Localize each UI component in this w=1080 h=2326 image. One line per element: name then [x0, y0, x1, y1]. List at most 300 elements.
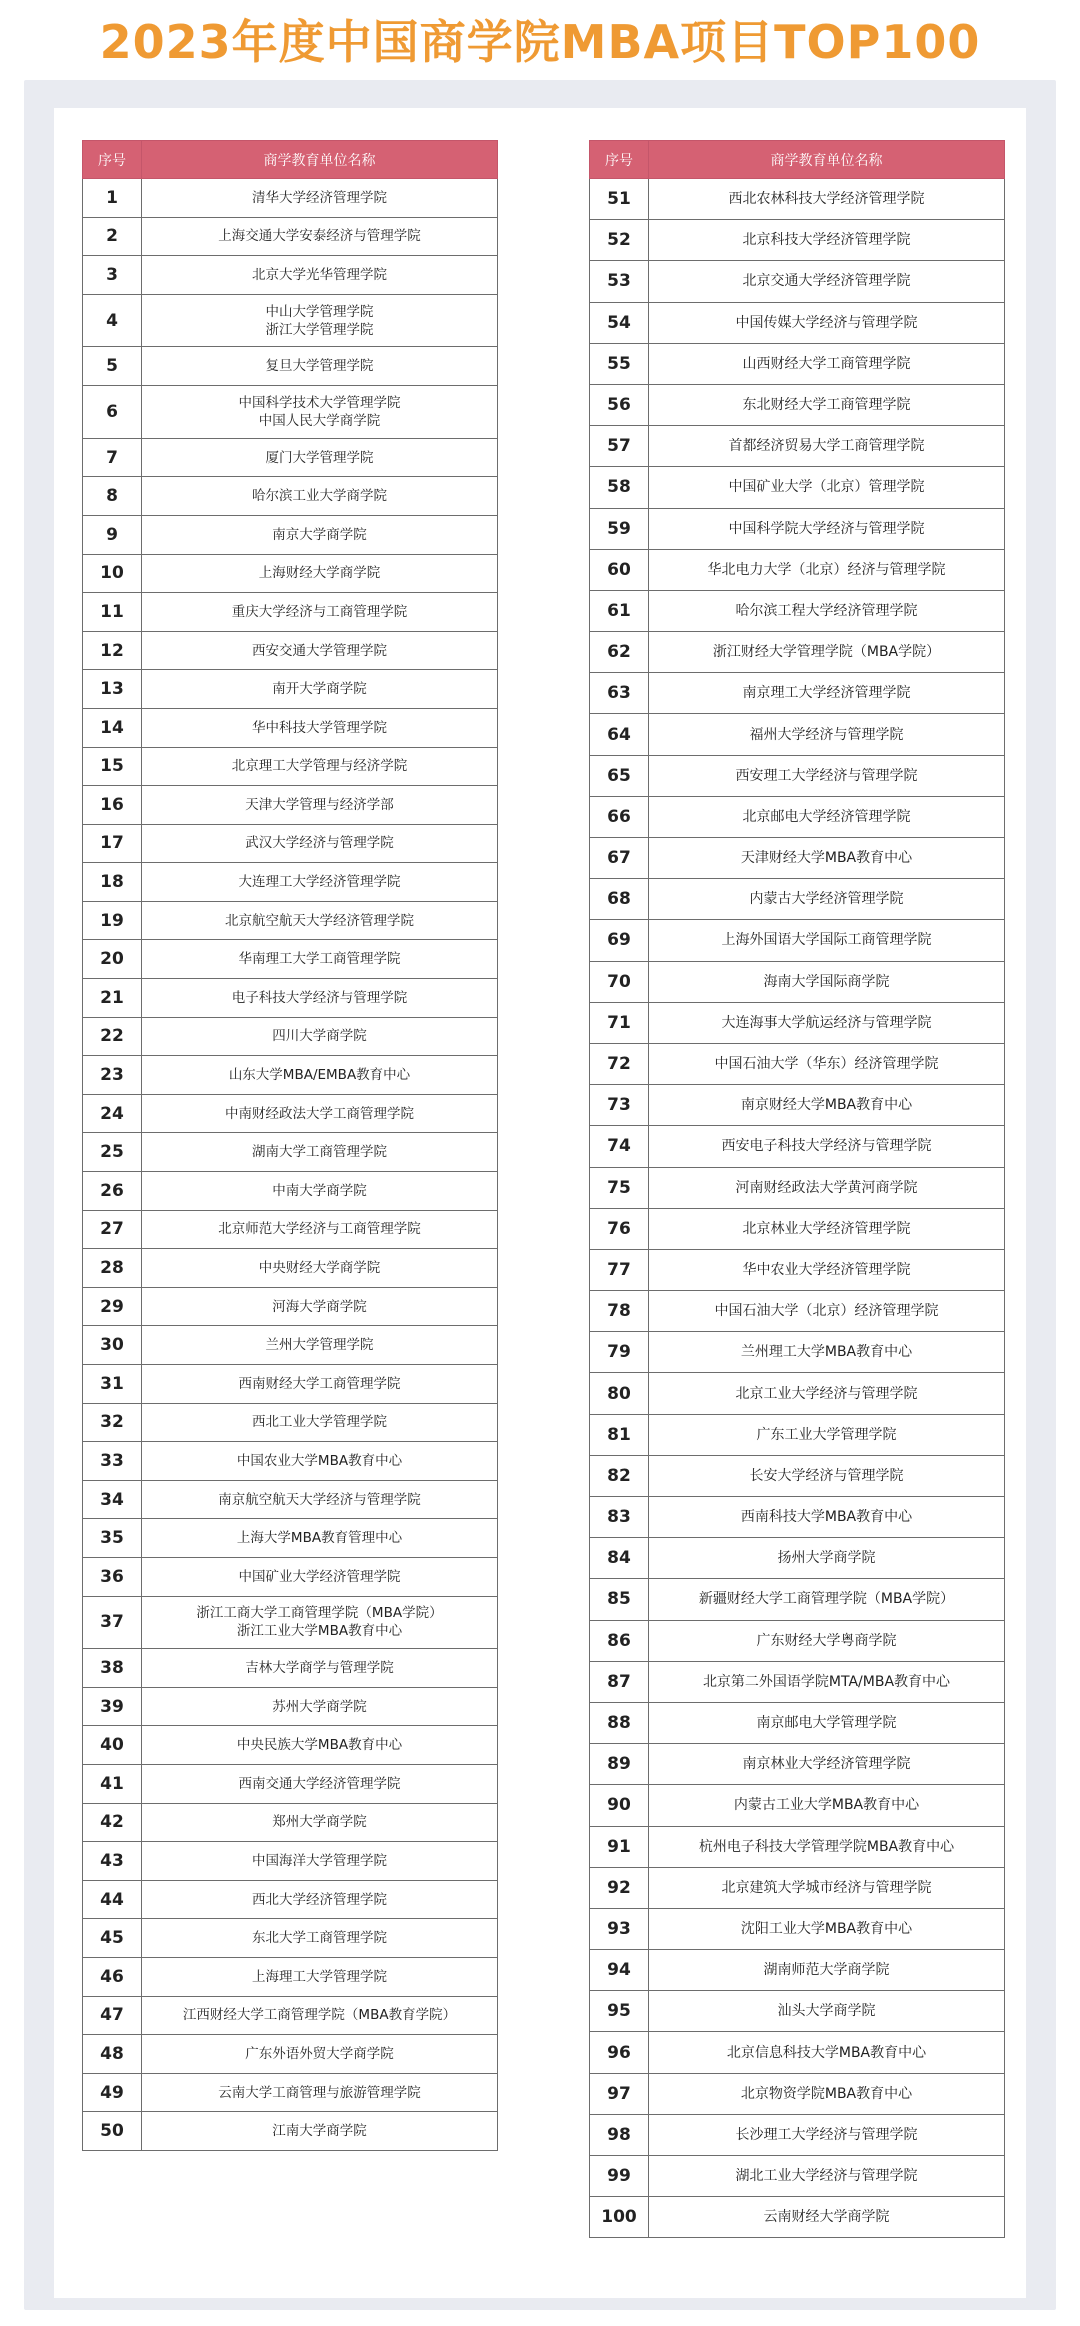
school-name: 中国科学院大学经济与管理学院 — [728, 520, 925, 537]
school-name: 长安大学经济与管理学院 — [749, 1467, 904, 1484]
school-name: 西北大学经济管理学院 — [252, 1891, 387, 1908]
table-row — [83, 1649, 498, 1688]
school-name: 大连理工大学经济管理学院 — [238, 874, 401, 891]
table-row — [590, 1826, 1005, 1867]
rank-number: 35 — [83, 1519, 142, 1558]
table-row — [83, 1017, 498, 1056]
table-row — [83, 1919, 498, 1958]
school-name: 湖北工业大学经济与管理学院 — [735, 2168, 918, 2185]
school-name-cell — [142, 940, 498, 979]
table-row — [590, 426, 1005, 467]
school-name: 南京财经大学MBA教育中心 — [740, 1097, 913, 1114]
table-row — [590, 920, 1005, 961]
table-row — [590, 1085, 1005, 1126]
rank-number: 10 — [83, 554, 142, 593]
table-row — [83, 1557, 498, 1596]
school-name-cell — [142, 2035, 498, 2074]
school-name: 浙江工商大学工商管理学院（MBA学院） — [196, 1605, 443, 1622]
rank-number: 12 — [83, 631, 142, 670]
rank-number: 31 — [83, 1365, 142, 1404]
school-name-cell — [649, 549, 1005, 590]
school-name: 云南大学工商管理与旅游管理学院 — [218, 2084, 421, 2101]
school-name: 北京邮电大学经济管理学院 — [742, 808, 911, 825]
school-name-cell — [649, 1991, 1005, 2032]
rank-number: 29 — [83, 1287, 142, 1326]
rank-number: 2 — [83, 217, 142, 256]
table-row — [590, 1332, 1005, 1373]
school-name-cell — [649, 632, 1005, 673]
school-name-cell — [649, 1126, 1005, 1167]
school-name-cell — [142, 863, 498, 902]
rank-number: 63 — [590, 673, 649, 714]
school-name-cell — [649, 1950, 1005, 1991]
rank-number: 44 — [83, 1880, 142, 1919]
table-row — [590, 1167, 1005, 1208]
rank-number: 42 — [83, 1803, 142, 1842]
school-name: 中国石油大学（华东）经济管理学院 — [714, 1056, 939, 1073]
rank-number: 62 — [590, 632, 649, 673]
school-name: 中南大学商学院 — [272, 1182, 367, 1199]
rank-number: 65 — [590, 755, 649, 796]
school-name-cell — [649, 1497, 1005, 1538]
rank-number: 64 — [590, 714, 649, 755]
school-name: 湖南大学工商管理学院 — [252, 1144, 387, 1161]
table-row — [590, 1620, 1005, 1661]
table-row — [83, 1133, 498, 1172]
rank-number: 7 — [83, 438, 142, 477]
table-row — [590, 343, 1005, 384]
ranking-table-right-body — [590, 179, 1005, 2238]
rank-number: 85 — [590, 1579, 649, 1620]
school-name-cell — [142, 2112, 498, 2151]
school-name-cell — [649, 1908, 1005, 1949]
table-row — [83, 294, 498, 347]
school-name: 中国矿业大学（北京）管理学院 — [728, 479, 925, 496]
school-name: 重庆大学经济与工商管理学院 — [231, 603, 408, 620]
table-row — [590, 1579, 1005, 1620]
school-name-cell — [649, 467, 1005, 508]
rank-number: 56 — [590, 384, 649, 425]
school-name: 天津财经大学MBA教育中心 — [740, 850, 913, 867]
rank-number: 57 — [590, 426, 649, 467]
rank-number: 27 — [83, 1210, 142, 1249]
table-row — [83, 1880, 498, 1919]
school-name-cell — [649, 1826, 1005, 1867]
table-row — [590, 302, 1005, 343]
rank-number: 67 — [590, 838, 649, 879]
school-name-cell — [142, 1958, 498, 1997]
table-row — [83, 670, 498, 709]
table-row — [83, 1687, 498, 1726]
school-name: 浙江财经大学管理学院（MBA学院） — [712, 644, 941, 661]
ranking-table-left-body — [83, 179, 498, 2151]
table-row — [83, 593, 498, 632]
table-row — [590, 714, 1005, 755]
school-name: 东北财经大学工商管理学院 — [742, 397, 911, 414]
school-name: 北京航空航天大学经济管理学院 — [225, 912, 414, 929]
table-row — [590, 508, 1005, 549]
school-name: 北京理工大学管理与经济学院 — [231, 758, 408, 775]
school-name: 中国人民大学商学院 — [258, 412, 381, 429]
rank-number: 48 — [83, 2035, 142, 2074]
school-name-cell — [142, 1649, 498, 1688]
table-row — [83, 477, 498, 516]
school-name: 南京航空航天大学经济与管理学院 — [218, 1491, 421, 1508]
school-name-cell — [649, 673, 1005, 714]
school-name-cell — [649, 714, 1005, 755]
rank-number: 98 — [590, 2114, 649, 2155]
table-row — [590, 179, 1005, 220]
school-name: 中山大学管理学院 — [265, 303, 374, 320]
school-name-cell — [649, 879, 1005, 920]
school-name-cell — [142, 708, 498, 747]
school-name-cell — [649, 1291, 1005, 1332]
table-header-row — [83, 141, 498, 179]
school-name: 南开大学商学院 — [272, 681, 367, 698]
school-name: 北京第二外国语学院MTA/MBA教育中心 — [702, 1673, 951, 1690]
rank-number: 53 — [590, 261, 649, 302]
table-row — [83, 256, 498, 295]
rank-number: 47 — [83, 1996, 142, 2035]
table-row — [83, 747, 498, 786]
rank-number: 84 — [590, 1538, 649, 1579]
school-name-cell — [142, 1365, 498, 1404]
school-name: 中国传媒大学经济与管理学院 — [735, 314, 918, 331]
rank-number: 49 — [83, 2073, 142, 2112]
school-name-cell — [142, 670, 498, 709]
school-name-cell — [649, 1785, 1005, 1826]
rank-number: 70 — [590, 961, 649, 1002]
rank-number: 58 — [590, 467, 649, 508]
school-name-cell — [649, 302, 1005, 343]
school-name: 北京交通大学经济管理学院 — [742, 273, 911, 290]
rank-number: 68 — [590, 879, 649, 920]
rank-number: 38 — [83, 1649, 142, 1688]
school-name: 西安电子科技大学经济与管理学院 — [721, 1138, 932, 1155]
school-name: 东北大学工商管理学院 — [252, 1930, 387, 1947]
school-name: 杭州电子科技大学管理学院MBA教育中心 — [698, 1838, 955, 1855]
rank-number: 26 — [83, 1172, 142, 1211]
school-name-cell — [142, 438, 498, 477]
school-name-cell — [142, 1880, 498, 1919]
school-name: 西南财经大学工商管理学院 — [238, 1375, 401, 1392]
school-name-cell — [649, 1043, 1005, 1084]
school-name-cell — [142, 1803, 498, 1842]
table-row — [83, 1442, 498, 1481]
table-row — [590, 261, 1005, 302]
rank-number: 15 — [83, 747, 142, 786]
school-name: 复旦大学管理学院 — [265, 358, 374, 375]
table-row — [83, 786, 498, 825]
school-name: 华北电力大学（北京）经济与管理学院 — [707, 561, 946, 578]
table-row — [83, 515, 498, 554]
school-name-cell — [142, 1249, 498, 1288]
school-name-cell — [649, 1702, 1005, 1743]
school-name-cell — [142, 477, 498, 516]
school-name-cell — [142, 1326, 498, 1365]
table-row — [590, 961, 1005, 1002]
school-name: 河南财经政法大学黄河商学院 — [735, 1179, 918, 1196]
rank-number: 11 — [83, 593, 142, 632]
rank-number: 82 — [590, 1455, 649, 1496]
school-name-cell — [142, 747, 498, 786]
school-name: 大连海事大学航运经济与管理学院 — [721, 1014, 932, 1031]
table-row — [590, 220, 1005, 261]
school-name-cell — [649, 384, 1005, 425]
school-name: 山东大学MBA/EMBA教育中心 — [228, 1067, 411, 1084]
header-school-name: 商学教育单位名称 — [649, 141, 1005, 179]
table-row — [83, 1519, 498, 1558]
school-name: 南京理工大学经济管理学院 — [742, 685, 911, 702]
rank-number: 46 — [83, 1958, 142, 1997]
rank-number: 39 — [83, 1687, 142, 1726]
school-name: 扬州大学商学院 — [777, 1550, 876, 1567]
school-name: 河海大学商学院 — [272, 1298, 367, 1315]
school-name: 哈尔滨工业大学商学院 — [252, 488, 387, 505]
school-name-cell — [649, 590, 1005, 631]
rank-number: 8 — [83, 477, 142, 516]
table-row — [590, 879, 1005, 920]
table-row — [83, 1094, 498, 1133]
school-name: 北京师范大学经济与工商管理学院 — [218, 1221, 421, 1238]
school-name: 山西财经大学工商管理学院 — [742, 355, 911, 372]
school-name: 北京林业大学经济管理学院 — [742, 1220, 911, 1237]
school-name-cell — [649, 1249, 1005, 1290]
table-row — [83, 1249, 498, 1288]
table-row — [83, 2112, 498, 2151]
school-name: 南京林业大学经济管理学院 — [742, 1756, 911, 1773]
rank-number: 34 — [83, 1480, 142, 1519]
table-row — [590, 1661, 1005, 1702]
school-name: 西北农林科技大学经济管理学院 — [728, 191, 925, 208]
school-name: 湖南师范大学商学院 — [763, 1962, 890, 1979]
school-name: 武汉大学经济与管理学院 — [245, 835, 394, 852]
school-name: 内蒙古大学经济管理学院 — [749, 891, 904, 908]
table-row — [590, 2073, 1005, 2114]
school-name-cell — [649, 1579, 1005, 1620]
school-name-cell — [142, 1094, 498, 1133]
school-name-cell — [649, 2197, 1005, 2238]
school-name: 长沙理工大学经济与管理学院 — [735, 2126, 918, 2143]
school-name: 四川大学商学院 — [272, 1028, 367, 1045]
school-name-cell — [142, 1557, 498, 1596]
table-row — [590, 1373, 1005, 1414]
school-name-cell — [142, 1687, 498, 1726]
rank-number: 13 — [83, 670, 142, 709]
rank-number: 61 — [590, 590, 649, 631]
table-row — [83, 2035, 498, 2074]
school-name: 兰州大学管理学院 — [265, 1337, 374, 1354]
rank-number: 72 — [590, 1043, 649, 1084]
table-row — [83, 824, 498, 863]
rank-number: 90 — [590, 1785, 649, 1826]
table-row — [590, 1538, 1005, 1579]
school-name: 华中科技大学管理学院 — [252, 719, 387, 736]
school-name: 中国科学技术大学管理学院 — [238, 394, 401, 411]
school-name-cell — [142, 1519, 498, 1558]
rank-number: 94 — [590, 1950, 649, 1991]
rank-number: 21 — [83, 979, 142, 1018]
table-row — [590, 2114, 1005, 2155]
table-row — [590, 673, 1005, 714]
rank-number: 19 — [83, 901, 142, 940]
rank-number: 96 — [590, 2032, 649, 2073]
table-row — [83, 1726, 498, 1765]
school-name: 西安理工大学经济与管理学院 — [735, 767, 918, 784]
rank-number: 6 — [83, 386, 142, 439]
school-name-cell — [142, 217, 498, 256]
table-row — [83, 901, 498, 940]
rank-number: 59 — [590, 508, 649, 549]
school-name: 兰州理工大学MBA教育中心 — [740, 1344, 913, 1361]
rank-number: 83 — [590, 1497, 649, 1538]
school-name: 广东工业大学管理学院 — [756, 1426, 897, 1443]
school-name-cell — [142, 631, 498, 670]
rank-number: 18 — [83, 863, 142, 902]
rank-number: 24 — [83, 1094, 142, 1133]
rank-number: 95 — [590, 1991, 649, 2032]
school-name: 天津大学管理与经济学部 — [245, 796, 394, 813]
header-rank: 序号 — [590, 141, 649, 179]
table-row — [83, 1596, 498, 1649]
school-name: 西南科技大学MBA教育中心 — [740, 1509, 913, 1526]
school-name-cell — [142, 1919, 498, 1958]
school-name: 上海外国语大学国际工商管理学院 — [721, 932, 932, 949]
table-row — [590, 1908, 1005, 1949]
table-row — [590, 1455, 1005, 1496]
school-name-cell — [142, 347, 498, 386]
rank-number: 88 — [590, 1702, 649, 1743]
rank-number: 51 — [590, 179, 649, 220]
school-name-cell — [649, 2032, 1005, 2073]
header-school-name: 商学教育单位名称 — [142, 141, 498, 179]
rank-number: 100 — [590, 2197, 649, 2238]
school-name: 中国矿业大学经济管理学院 — [238, 1568, 401, 1585]
rank-number: 91 — [590, 1826, 649, 1867]
school-name-cell — [649, 1167, 1005, 1208]
rank-number: 99 — [590, 2156, 649, 2197]
school-name-cell — [142, 1210, 498, 1249]
school-name-cell — [649, 838, 1005, 879]
school-name: 上海财经大学商学院 — [258, 565, 381, 582]
table-row — [590, 1208, 1005, 1249]
table-row — [590, 384, 1005, 425]
school-name-cell — [142, 1287, 498, 1326]
school-name-cell — [649, 2073, 1005, 2114]
rank-number: 92 — [590, 1867, 649, 1908]
table-row — [83, 1403, 498, 1442]
school-name: 苏州大学商学院 — [272, 1698, 367, 1715]
school-name: 中国农业大学MBA教育中心 — [236, 1452, 403, 1469]
school-name: 海南大学国际商学院 — [763, 973, 890, 990]
rank-number: 4 — [83, 294, 142, 347]
rank-number: 28 — [83, 1249, 142, 1288]
rank-number: 33 — [83, 1442, 142, 1481]
school-name-cell — [142, 1172, 498, 1211]
school-name: 中国石油大学（北京）经济管理学院 — [714, 1303, 939, 1320]
rank-number: 54 — [590, 302, 649, 343]
rank-number: 74 — [590, 1126, 649, 1167]
school-name-cell — [649, 1455, 1005, 1496]
table-row — [83, 2073, 498, 2112]
school-name-cell — [649, 1373, 1005, 1414]
rank-number: 16 — [83, 786, 142, 825]
school-name-cell — [649, 426, 1005, 467]
table-row — [83, 1765, 498, 1804]
school-name-cell — [649, 961, 1005, 1002]
rank-number: 50 — [83, 2112, 142, 2151]
school-name: 北京信息科技大学MBA教育中心 — [726, 2044, 927, 2061]
table-row — [590, 1497, 1005, 1538]
table-row — [590, 1291, 1005, 1332]
rank-number: 36 — [83, 1557, 142, 1596]
school-name-cell — [649, 220, 1005, 261]
school-name-cell — [142, 1765, 498, 1804]
page-title: 2023年度中国商学院MBA项目TOP100 — [99, 15, 981, 69]
table-row — [590, 467, 1005, 508]
school-name: 上海理工大学管理学院 — [252, 1968, 387, 1985]
school-name-cell — [649, 1208, 1005, 1249]
table-row — [590, 1785, 1005, 1826]
table-row — [83, 1210, 498, 1249]
school-name-cell — [142, 1480, 498, 1519]
school-name-cell — [649, 1414, 1005, 1455]
school-name: 浙江大学管理学院 — [265, 321, 374, 338]
rank-number: 55 — [590, 343, 649, 384]
table-row — [83, 1842, 498, 1881]
table-row — [83, 1996, 498, 2035]
school-name: 北京科技大学经济管理学院 — [742, 232, 911, 249]
header-rank: 序号 — [83, 141, 142, 179]
school-name: 沈阳工业大学MBA教育中心 — [740, 1920, 913, 1937]
school-name: 浙江工业大学MBA教育中心 — [236, 1623, 403, 1640]
school-name: 中央民族大学MBA教育中心 — [236, 1737, 403, 1754]
table-row — [83, 940, 498, 979]
school-name: 电子科技大学经济与管理学院 — [231, 989, 408, 1006]
rank-number: 76 — [590, 1208, 649, 1249]
school-name-cell — [649, 1661, 1005, 1702]
rank-number: 17 — [83, 824, 142, 863]
school-name: 汕头大学商学院 — [777, 2003, 876, 2020]
rank-number: 20 — [83, 940, 142, 979]
school-name-cell — [649, 343, 1005, 384]
rank-number: 22 — [83, 1017, 142, 1056]
school-name: 郑州大学商学院 — [272, 1814, 367, 1831]
school-name-cell — [142, 1056, 498, 1095]
school-name-cell — [649, 1620, 1005, 1661]
table-row — [83, 1287, 498, 1326]
rank-number: 81 — [590, 1414, 649, 1455]
school-name-cell — [142, 901, 498, 940]
school-name: 内蒙古工业大学MBA教育中心 — [733, 1797, 920, 1814]
school-name-cell — [649, 508, 1005, 549]
rank-number: 1 — [83, 179, 142, 218]
school-name: 南京邮电大学管理学院 — [756, 1715, 897, 1732]
school-name: 北京物资学院MBA教育中心 — [740, 2085, 913, 2102]
ranking-table-right — [589, 140, 1005, 2238]
school-name-cell — [142, 179, 498, 218]
rank-number: 37 — [83, 1596, 142, 1649]
school-name: 北京大学光华管理学院 — [252, 266, 387, 283]
school-name-cell — [142, 593, 498, 632]
school-name-cell — [142, 1596, 498, 1649]
table-row — [83, 386, 498, 439]
school-name-cell — [649, 2114, 1005, 2155]
school-name-cell — [142, 1726, 498, 1765]
table-row — [83, 438, 498, 477]
rank-number: 52 — [590, 220, 649, 261]
school-name-cell — [649, 796, 1005, 837]
